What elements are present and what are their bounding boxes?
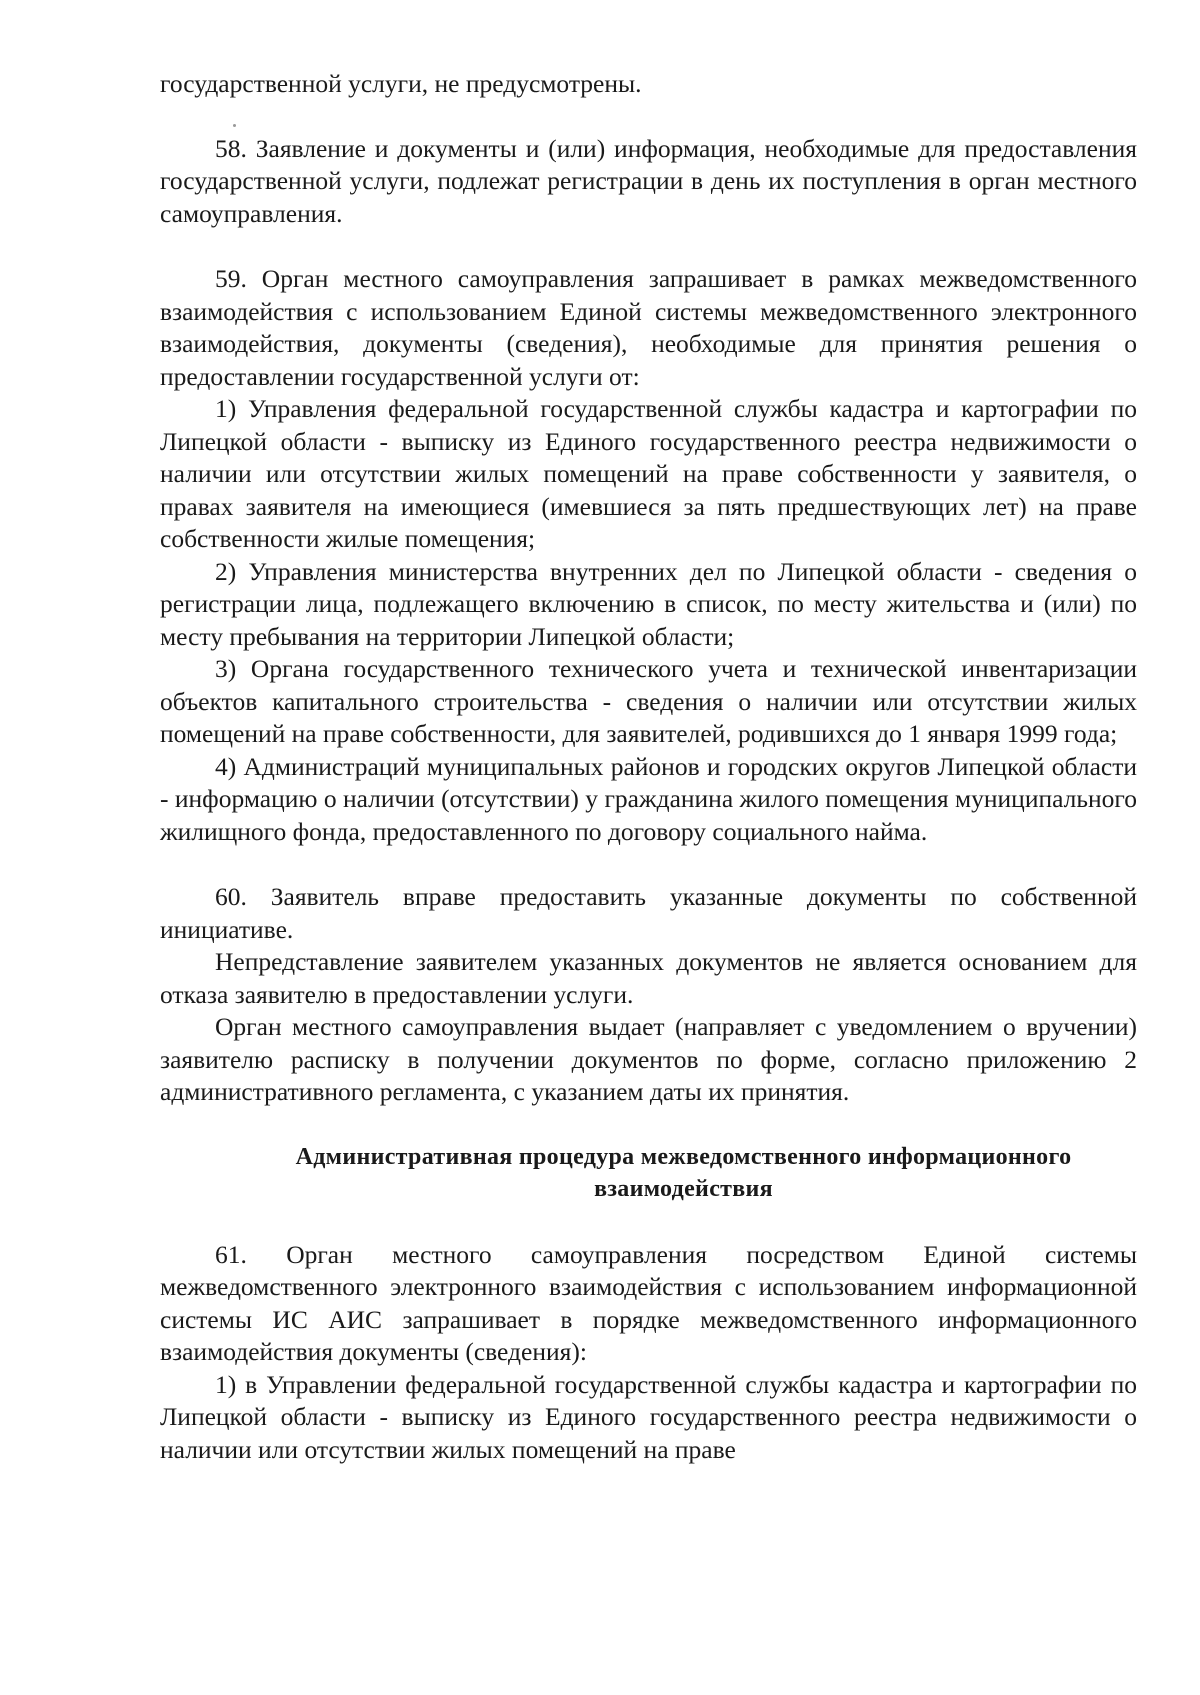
paragraph-61: 61. Орган местного самоуправления посредством Единой системы межведомственного электронного взаимодействия с использованием информационной системы ИС АИС запрашивает в порядке межведомственного информационного взаимодействия документы (сведения): [160, 1239, 1137, 1366]
paragraph-59-item-1: 1) Управления федеральной государственной службы кадастра и картографии по Липецкой области - выписку из Единого государственного реестра недвижимости о наличии или отсутствии жилых помещений на праве собственности у заявителя, о правах заявителя на имеющиеся (имевшиеся за пять предшествующих лет) на праве собственности жилые помещения; [160, 394, 1137, 553]
scan-speck [233, 124, 236, 127]
paragraph-59-item-2: 2) Управления министерства внутренних дел по Липецкой области - сведения о регистрации лица, подлежащего включению в список, по месту жительства и (или) по месту пребывания на территории Липецкой области; [160, 556, 1137, 651]
section-heading-line-1: Административная процедура межведомственного информационного [295, 1143, 1072, 1170]
paragraph-59-item-3: 3) Органа государственного технического учета и технической инвентаризации объектов капитального строительства - сведения о наличии или отсутствии жилых помещений на праве собственности, для заявителей, родившихся до 1 января 1999 года; [160, 654, 1137, 748]
paragraph-58: 58. Заявление и документы и (или) информация, необходимые для предоставления государственной услуги, подлежат регистрации в день их поступления в орган местного самоуправления. [160, 133, 1137, 228]
paragraph-60: 60. Заявитель вправе предоставить указанные документы по собственной инициативе. [160, 882, 1137, 944]
paragraph-61-item-1: 1) в Управлении федеральной государственной службы кадастра и картографии по Липецкой области - выписку из Единого государственного реестра недвижимости о наличии или отсутствии жилых помещений на праве [160, 1369, 1137, 1464]
paragraph-60-receipt: Орган местного самоуправления выдает (направляет с уведомлением о вручении) заявителю расписку в получении документов по форме, согласно приложению 2 административного регламента, с указанием даты их принятия. [160, 1012, 1137, 1106]
section-heading [160, 1141, 1137, 1205]
paragraph-59-item-4: 4) Администраций муниципальных районов и городских округов Липецкой области - информацию о наличии (отсутствии) у гражданина жилого помещения муниципального жилищного фонда, предоставленного по договору социального найма. [160, 751, 1137, 846]
section-heading-line-2: взаимодействия [594, 1175, 773, 1202]
paragraph-59: 59. Орган местного самоуправления запрашивает в рамках межведомственного взаимодействия с использованием Единой системы межведомственного электронного взаимодействия, документы (сведения), необходимые для принятия решения о предоставлении государственной услуги от: [160, 264, 1137, 391]
paragraph-intro-continuation: государственной услуги, не предусмотрены. [160, 69, 642, 98]
paragraph-60-non-submission: Непредставление заявителем указанных документов не является основанием для отказа заявителю в предоставлении услуги. [160, 947, 1137, 1009]
